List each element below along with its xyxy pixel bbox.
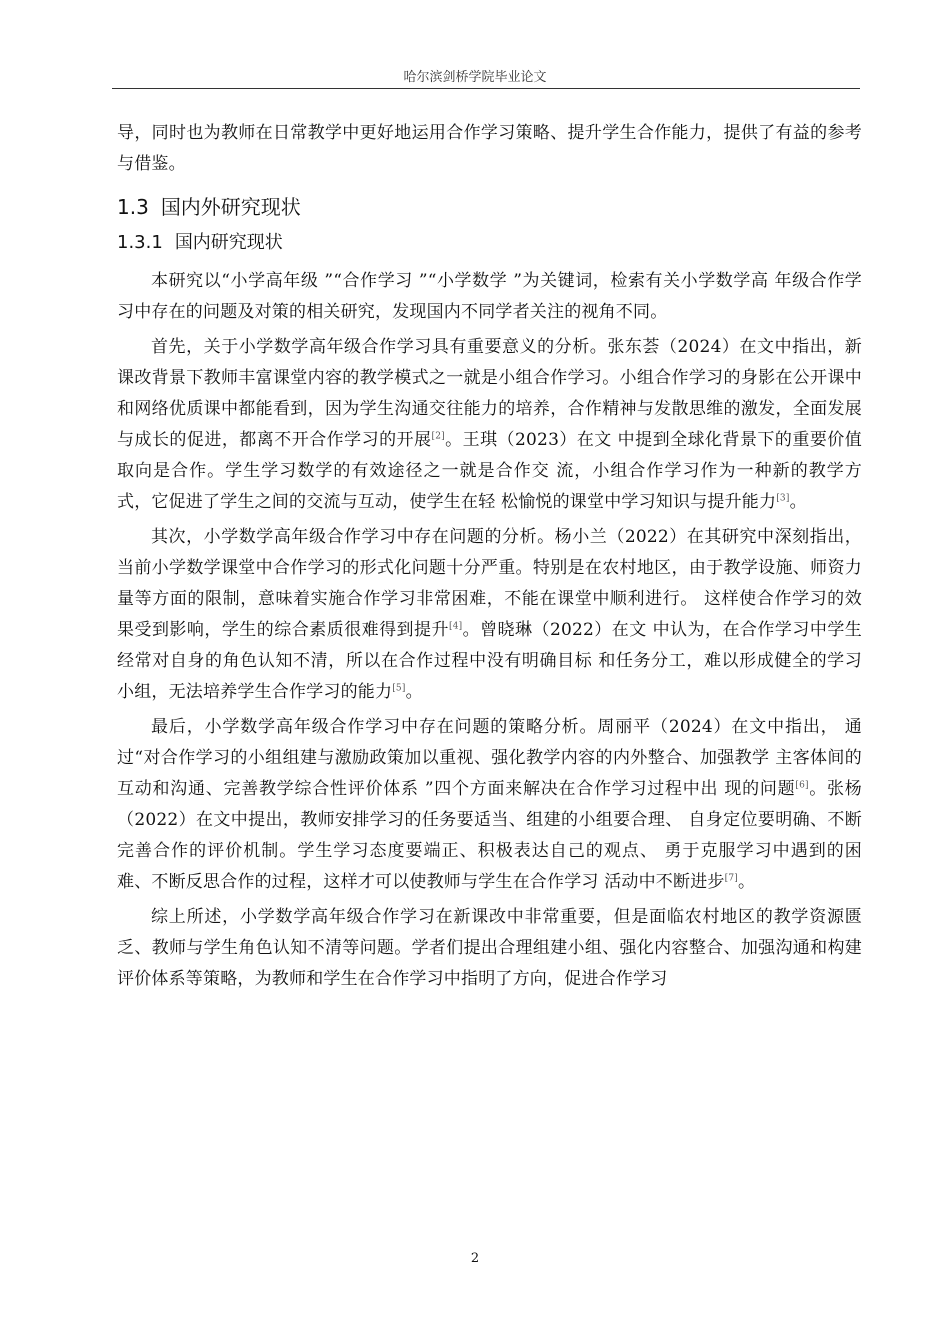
- paragraph-significance: [117, 332, 862, 518]
- citation-ref: [7]: [724, 873, 738, 884]
- citation-ref: [3]: [776, 493, 790, 504]
- paragraph-text: 。王琪（2023）在文 中提到全球化背景下的重要价值取向是合作。学生学习数学的有效途径之一就是合作交 流，小组合作学习作为一种新的教学方式，它促进了学生之间的交流与互动，使学生在轻 松愉悦的课堂中学习知识与提升能力: [117, 430, 862, 512]
- subsection-heading: [117, 228, 862, 258]
- paragraph-text: 。曾晓琳（2022）在文 中认为，在合作学习中学生经常对自身的角色认知不清，所以在合作过程中没有明确目标 和任务分工，难以形成健全的学习小组，无法培养学生合作学习的能力: [117, 620, 862, 702]
- paragraph-text: 最后，小学数学高年级合作学习中存在问题的策略分析。周丽平（2024）在文中指出， 通过“对合作学习的小组组建与激励政策加以重视、强化教学内容的内外整合、加强教学 主客体间的互动和沟通、完善教学综合性评价体系 ”四个方面来解决在合作学习过程中出 现的问题: [117, 717, 862, 799]
- running-header-title: 哈尔滨剑桥学院毕业论文: [403, 70, 547, 85]
- paragraph-text: 本研究以“小学高年级 ”“合作学习 ”“小学数学 ”为关键词，检索有关小学数学高 年级合作学习中存在的问题及对策的相关研究，发现国内不同学者关注的视角不同。: [117, 271, 862, 322]
- citation-ref: [5]: [392, 683, 406, 694]
- section-title: 国内外研究现状: [160, 195, 301, 219]
- header-rule: [112, 88, 860, 89]
- citation-ref: [4]: [448, 621, 463, 632]
- paragraph-strategies: [117, 712, 862, 898]
- paragraph-text: 。: [405, 682, 423, 702]
- paragraph-text: 其次，小学数学高年级合作学习中存在问题的分析。杨小兰（2022）在其研究中深刻指出，当前小学数学课堂中合作学习的形式化问题十分严重。特别是在农村地区，由于教学设施、师资力量等方面的限制，意味着实施合作学习非常困难，不能在课堂中顺利进行。 这样使合作学习的效果受到影响，学生的综合素质很难得到提升: [117, 527, 862, 640]
- subsection-title: 国内研究现状: [174, 232, 283, 253]
- citation-ref: [2]: [431, 431, 445, 442]
- paragraph-text: 。: [737, 872, 756, 892]
- citation-ref: [6]: [795, 780, 809, 791]
- paragraph-text: 。: [789, 492, 807, 512]
- paragraph-problems: [117, 522, 862, 708]
- section-number: 1.3: [117, 195, 149, 219]
- section-heading: [117, 192, 862, 222]
- page-body: [117, 118, 862, 995]
- paragraph-text: 首先，关于小学数学高年级合作学习具有重要意义的分析。张东荟（2024）在文中指出，新课改背景下教师丰富课堂内容的教学模式之一就是小组合作学习。小组合作学习的身影在公开课中和网络优质课中都能看到，因为学生沟通交往能力的培养，合作精神与发散思维的激发，全面发展与成长的促进，都离不开合作学习的开展: [117, 337, 862, 450]
- paragraph-keywords: [117, 266, 862, 328]
- intro-paragraph: 导，同时也为教师在日常教学中更好地运用合作学习策略、提升学生合作能力，提供了有益的参考与借鉴。: [117, 123, 862, 174]
- page-number: 2: [470, 1251, 480, 1266]
- paragraph-text: 。张杨（2022）在文中提出，教师安排学习的任务要适当、组建的小组要合理、 自身定位要明确、不断完善合作的评价机制。学生学习态度要端正、积极表达自己的观点、 勇于克服学习中遇到的困难、不断反思合作的过程，这样才可以使教师与学生在合作学习 活动中不断进步: [117, 779, 862, 892]
- subsection-number: 1.3.1: [117, 232, 163, 253]
- paragraph-summary: [117, 902, 862, 995]
- paragraph-text: 综上所述，小学数学高年级合作学习在新课改中非常重要，但是面临农村地区的教学资源匮乏、教师与学生角色认知不清等问题。学者们提出合理组建小组、强化内容整合、加强沟通和构建评价体系等策略，为教师和学生在合作学习中指明了方向，促进合作学习: [117, 907, 862, 989]
